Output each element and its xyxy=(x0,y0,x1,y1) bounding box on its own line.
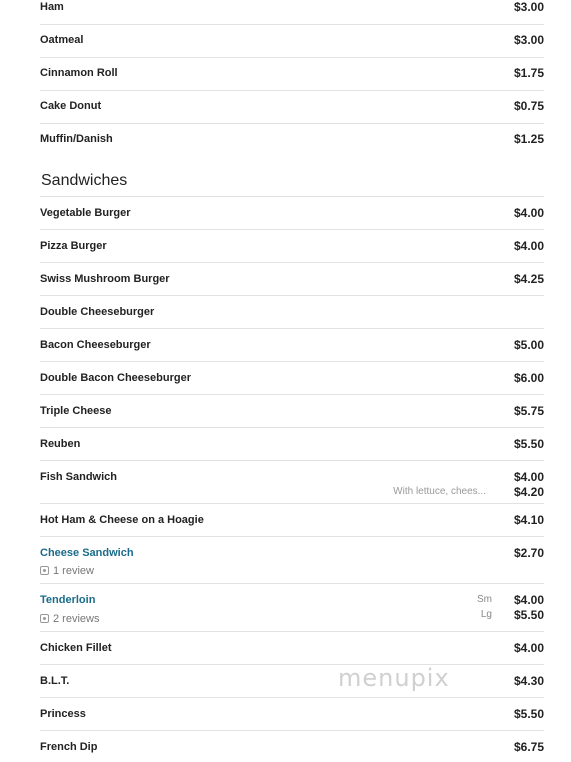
reviews-count: 2 reviews xyxy=(53,613,100,625)
menu-item-name: Ham xyxy=(40,1,64,13)
menu-item-price: $3.00 xyxy=(513,0,544,14)
menu-item-price: $6.75 xyxy=(513,740,544,754)
menu-item-price: $5.00 xyxy=(513,338,544,352)
menu-item-ham xyxy=(40,0,544,25)
section-title-sandwiches: Sandwiches xyxy=(41,172,128,189)
menu-item-description: With lettuce, chees... xyxy=(393,486,486,497)
menu-item-price: $1.25 xyxy=(513,132,544,146)
menu-item-name: Swiss Mushroom Burger xyxy=(40,273,170,285)
menu-item-name: Bacon Cheeseburger xyxy=(40,339,151,351)
menu-item-price: $4.00 xyxy=(513,641,544,655)
menu-item-oatmeal xyxy=(40,24,544,58)
menu-item-price: $5.75 xyxy=(513,404,544,418)
menu-item-vegetable-burger xyxy=(40,197,544,230)
menu-item-price: $1.75 xyxy=(513,66,544,80)
menu-item-price: $2.70 xyxy=(513,546,544,560)
menu-item-name: Triple Cheese xyxy=(40,405,112,417)
menu-item-size-large: Lg xyxy=(480,609,492,620)
menu-item-size-small: Sm xyxy=(477,594,492,605)
menu-item-name: Oatmeal xyxy=(40,34,84,46)
menu-item-price: $4.00 xyxy=(513,470,544,484)
menu-item-cheese-sandwich xyxy=(40,537,544,584)
menu-item-name: Muffin/Danish xyxy=(40,133,113,145)
menu-item-fish-sandwich xyxy=(40,461,544,504)
menu-item-price-2: $5.50 xyxy=(513,608,544,622)
menu-item-french-dip xyxy=(40,731,544,761)
menu-item-reuben xyxy=(40,428,544,461)
menu-item-blt xyxy=(40,665,544,698)
menu-item-price: $4.10 xyxy=(513,513,544,527)
menu-item-double-bacon-cheeseburger xyxy=(40,362,544,395)
menu-item-price: $5.50 xyxy=(513,707,544,721)
menu-item-price: $0.75 xyxy=(513,99,544,113)
menu-item-price-2: $4.20 xyxy=(513,485,544,499)
review-icon xyxy=(40,566,49,575)
menu-item-name: Chicken Fillet xyxy=(40,642,112,654)
menu-item-name: Double Cheeseburger xyxy=(40,306,155,318)
menu-item-price: $4.00 xyxy=(513,206,544,220)
menu-item-price: $4.25 xyxy=(513,272,544,286)
menu-item-chicken-fillet xyxy=(40,632,544,665)
menu-item-name: Vegetable Burger xyxy=(40,207,131,219)
reviews-link[interactable] xyxy=(40,565,94,577)
menu-item-price: $5.50 xyxy=(513,437,544,451)
menu-item-price: $3.00 xyxy=(513,33,544,47)
menu-item-name: Double Bacon Cheeseburger xyxy=(40,372,191,384)
menu-item-double-cheeseburger xyxy=(40,296,544,329)
menu-item-price: $6.00 xyxy=(513,371,544,385)
menu-item-princess xyxy=(40,698,544,731)
menu-item-price: $4.00 xyxy=(513,239,544,253)
menu-item-cake-donut xyxy=(40,90,544,124)
menu-item-price: $4.00 xyxy=(513,593,544,607)
menu-item-name: French Dip xyxy=(40,741,98,753)
menu-item-name: Cake Donut xyxy=(40,100,102,112)
menu-item-link[interactable]: Cheese Sandwich xyxy=(40,547,134,559)
menu-item-name: Cinnamon Roll xyxy=(40,67,118,79)
menu-item-name: Pizza Burger xyxy=(40,240,107,252)
menu-item-pizza-burger xyxy=(40,230,544,263)
menu-item-hot-ham-cheese-hoagie xyxy=(40,504,544,537)
menu-item-cinnamon-roll xyxy=(40,57,544,91)
menu-item-price: $4.30 xyxy=(513,674,544,688)
menu-item-link[interactable]: Tenderloin xyxy=(40,594,96,606)
reviews-link[interactable] xyxy=(40,613,99,625)
menu-item-name: B.L.T. xyxy=(40,675,70,687)
menu-item-triple-cheese xyxy=(40,395,544,428)
menu-item-name: Hot Ham & Cheese on a Hoagie xyxy=(40,514,204,526)
menu-item-bacon-cheeseburger xyxy=(40,329,544,362)
review-icon xyxy=(40,614,49,623)
menu-item-swiss-mushroom-burger xyxy=(40,263,544,296)
menupix-watermark: menupix xyxy=(338,664,450,692)
reviews-count: 1 review xyxy=(53,565,94,577)
menu-item-name: Fish Sandwich xyxy=(40,471,118,483)
menu-item-tenderloin xyxy=(40,584,544,632)
menu-item-name: Reuben xyxy=(40,438,81,450)
menu-item-name: Princess xyxy=(40,708,86,720)
menu-item-muffin-danish xyxy=(40,123,544,156)
